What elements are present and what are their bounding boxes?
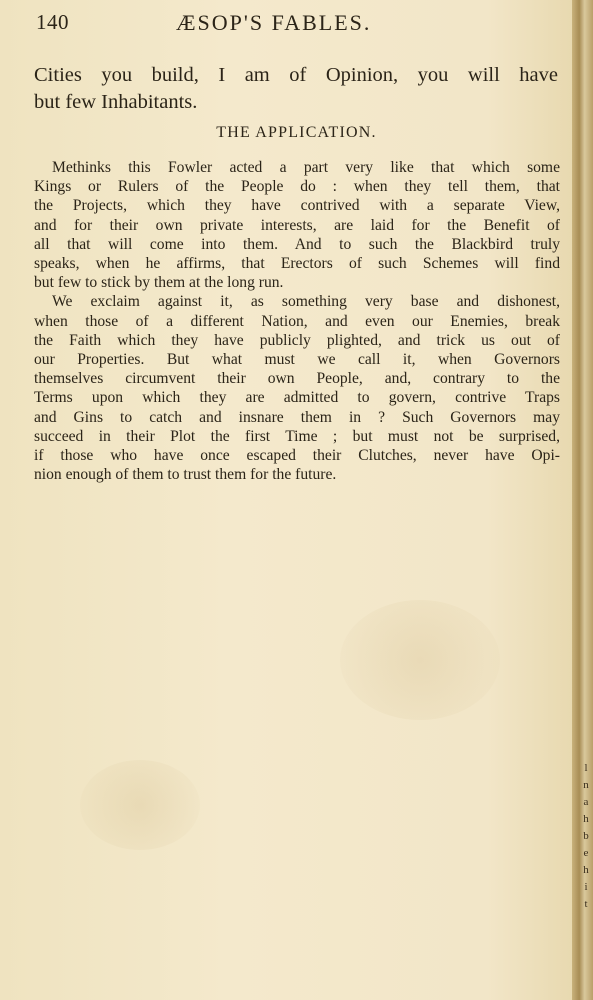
text-line: the Faith which they have publicly plighted, and trick us out of: [34, 331, 560, 349]
gutter-letter: i: [584, 881, 588, 893]
fable-ending: [34, 62, 558, 116]
text-line: and Gins to catch and insnare them in ? Such Governors may: [34, 408, 560, 426]
text-line: Methinks this Fowler acted a part very like that which some: [52, 159, 560, 176]
gutter-letter: h: [583, 864, 589, 876]
facing-page-letters: [581, 760, 591, 913]
text-line: Terms upon which they are admitted to govern, contrive Traps: [34, 389, 560, 407]
text-line: but few to stick by them at the long run.: [34, 274, 284, 292]
section-title: THE APPLICATION.: [216, 124, 377, 141]
gutter-letter: b: [583, 830, 589, 842]
text-line: when those of a different Nation, and even our Enemies, break: [34, 312, 560, 330]
gutter-letter: e: [583, 847, 589, 859]
page-number: 140: [36, 10, 69, 34]
text-line: speaks, when he affirms, that Erectors of such Schemes will find: [34, 255, 560, 273]
text-line: all that will come into them. And to such the Blackbird truly: [34, 235, 560, 253]
gutter-letter: a: [583, 796, 589, 808]
paper-stain: [80, 760, 200, 850]
paragraph-2: [34, 292, 560, 484]
text-line: succeed in their Plot the first Time ; but must not be surprised,: [34, 427, 560, 445]
gutter-letter: n: [583, 779, 589, 791]
text-line: themselves circumvent their own People, and, contrary to the: [34, 370, 560, 388]
text-line: if those who have once escaped their Clutches, never have Opi-: [34, 447, 560, 465]
application-text: [34, 158, 560, 484]
text-line: and for their own private interests, are laid for the Benefit of: [34, 216, 560, 234]
fable-line: Cities you build, I am of Opinion, you will have: [34, 64, 558, 86]
gutter-letter: l: [584, 762, 588, 774]
paragraph-1: [34, 158, 560, 292]
text-line: the Projects, which they have contrived with a separate View,: [34, 197, 560, 215]
text-line: We exclaim against it, as something very base and dishonest,: [52, 293, 560, 311]
text-line: nion enough of them to trust them for the future.: [34, 466, 337, 484]
running-title: ÆSOP'S FABLES.: [176, 10, 372, 35]
gutter-letter: h: [583, 813, 589, 825]
book-gutter: [572, 0, 593, 1000]
paper-stain: [340, 600, 500, 720]
text-line: our Properties. But what must we call it, when Governors: [34, 351, 560, 369]
fable-line: but few Inhabitants.: [34, 91, 198, 113]
page-header: [36, 10, 532, 40]
text-line: Kings or Rulers of the People do : when they tell them, that: [34, 178, 560, 196]
gutter-letter: t: [584, 898, 588, 910]
